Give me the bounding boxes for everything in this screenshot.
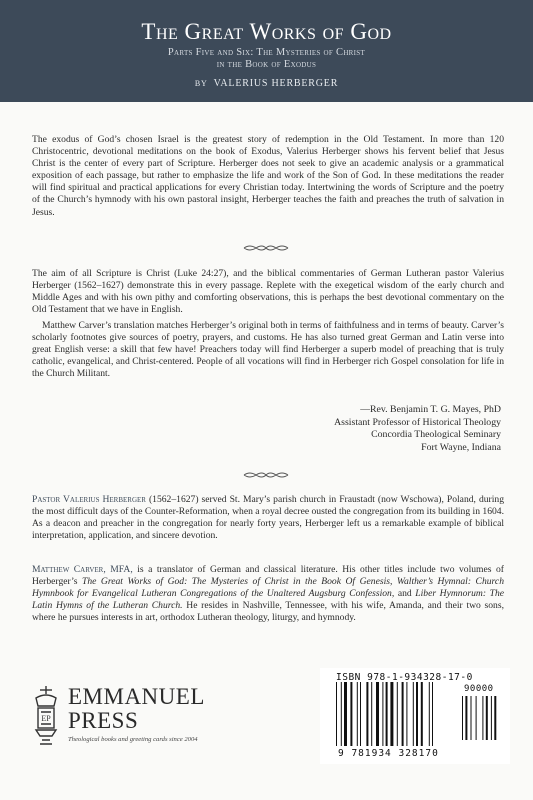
signer-title: Assistant Professor of Historical Theology [334, 416, 501, 428]
by-label: BY [194, 79, 208, 88]
herberger-bio-name: Pastor Valerius Herberger [32, 494, 146, 505]
endorsement-paragraph-2-text: Matthew Carver’s translation matches Herberger’s original both in terms of faithfulness and in terms of beauty. Carver’s scholarly footnotes give sources of poetry, prayers, and customs. He has also turned great German and Latin verse into great English verse: a skill that few have! Preachers today will find Herberger a superb model of preaching that is truly catholic, evangelical, and Christ-centered. People of all vocations will find in Herberger rich Gospel consolation for life in the Church Militant. [32, 320, 504, 380]
signer-name: —Rev. Benjamin T. G. Mayes, PhD [360, 404, 501, 415]
blurb-paragraph: The exodus of God’s chosen Israel is the greatest story of redemption in the Old Testament. In more than 120 Christocentric, devotional meditations on the book of Exodus, Valerius Herberger shows his fervent belief that Jesus Christ is the center of every part of Scripture. Herberger does not seek to give an academic analysis or a grammatical exposition of each passage, but rather to emphasize the life and work of the Son of God. In these meditations the reader will find spiritual and practical applications for every Christian today. Intertwining the words of Scripture and the poetry of the Church’s hymnody with his own pastoral insight, Herberger teaches the faith and preaches the truth of salvation in Jesus. [32, 134, 504, 218]
author-line [0, 78, 533, 89]
flourish-divider-2 [242, 470, 290, 480]
carver-bio-text-2: and [394, 588, 416, 600]
carver-bio-text-1: is a translator of German and classical literature. His other titles include two volumes of Herberger’s [32, 564, 504, 588]
isbn-label: ISBN 978-1-934328-17-0 [336, 672, 473, 683]
endorsement-signature [201, 404, 501, 454]
subtitle-line-1: Parts Five and Six: The Mysteries of Christ [167, 47, 366, 58]
endorsement-paragraph-1: The aim of all Scripture is Christ (Luke 24:27), and the biblical commentaries of German Lutheran pastor Valerius Herberger (1562–1627) demonstrate this in every passage. Replete with the exegetical wisdom of the early church and Middle Ages and with his own pithy and comforting observations, this is perhaps the best devotional commentary on the Old Testament that we have in English. [32, 268, 504, 316]
carver-bio-text-3: He resides in Nashville, Tennessee, with his wife, Amanda, and their two sons, where he pursues interests in art, orthodox Lutheran theology, liturgy, and hymnody. [32, 600, 504, 624]
lamp-emblem-icon [30, 684, 62, 746]
subtitle-line-2: in the Book of Exodus [216, 59, 317, 70]
cover-header [0, 0, 533, 102]
carver-work-list: The Great Works of God: The Mysteries of Christ in the Book Of Genesis, Walther’s Hymnal: Church Hymnbook for Evangelical Lutheran Congregations of the Unaltered Augsburg Confession, [32, 576, 504, 600]
endorsement-paragraph-2 [32, 320, 504, 380]
signer-location: Fort Wayne, Indiana [421, 441, 501, 453]
herberger-bio [32, 494, 504, 542]
herberger-bio-text: (1562–1627) served St. Mary’s parish church in Fraustadt (now Wschowa), Poland, during the most difficult days of the Counter-Reformation, when a royal decree ousted the congregation from its building in 1604. As a deacon and preacher in the congregation for nearly forty years, Herberger left us a remarkable example of biblical interpretation, application, and sincere devotion. [32, 494, 504, 542]
book-subtitle [0, 47, 533, 71]
carver-bio [32, 564, 504, 624]
publisher-tagline: Theological books and greeting cards since 2004 [68, 736, 198, 743]
price-code: 90000 [464, 684, 494, 694]
author-name: VALERIUS HERBERGER [213, 78, 339, 89]
carver-work-liber: Liber Hymnorum: The Latin Hymns of the Lutheran Church. [32, 588, 504, 612]
ean-number: 9 781934 328170 [338, 748, 439, 759]
signer-organization: Concordia Theological Seminary [371, 429, 501, 440]
svg-text:EP: EP [41, 714, 51, 723]
flourish-divider-1 [242, 243, 290, 253]
publisher-name-line-1: EMMANUEL [68, 684, 205, 709]
carver-bio-name: Matthew Carver, MFA, [32, 564, 133, 575]
publisher-name-line-2: PRESS [68, 708, 139, 733]
publisher-logo [30, 684, 230, 764]
book-title: The Great Works of God [141, 19, 392, 44]
